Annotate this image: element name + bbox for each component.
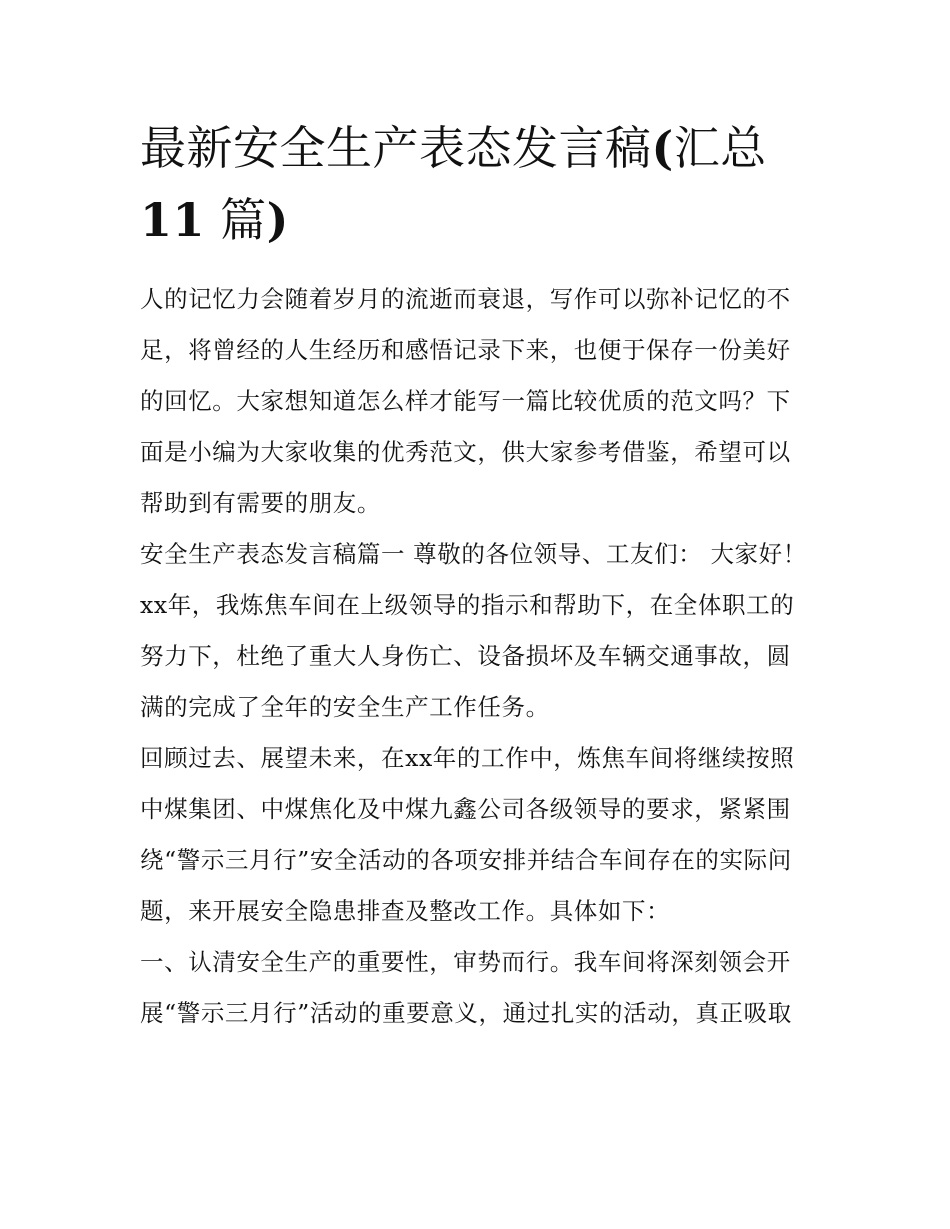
- title-count: 11: [140, 193, 206, 247]
- title-open-paren: (: [651, 121, 674, 175]
- paragraph-outlook: 回顾过去、展望未来，在xx年的工作中，炼焦车间将继续按照中煤集团、中煤焦化及中煤九鑫公司各级领导的要求，紧紧围绕“警示三月行”安全活动的各项安排并结合车间存在的实际问题，来开展安全隐患排查及整改工作。具体如下：: [140, 744, 795, 925]
- document-body: [140, 112, 812, 1039]
- title-unit: 篇: [220, 193, 267, 247]
- paragraph-point-one: 一、认清安全生产的重要性，审势而行。我车间将深刻领会开展“警示三月行”活动的重要意义，通过扎实的活动，真正吸取: [140, 948, 792, 1027]
- paragraph-greeting: 安全生产表态发言稿篇一 尊敬的各位领导、工友们： 大家好！: [140, 540, 807, 568]
- paragraph-intro: 人的记忆力会随着岁月的流逝而衰退，写作可以弥补记忆的不足，将曾经的人生经历和感悟记录下来，也便于保存一份美好的回忆。大家想知道怎么样才能写一篇比较优质的范文吗？下面是小编为大家收集的优秀范文，供大家参考借鉴，希望可以帮助到有需要的朋友。: [140, 285, 791, 517]
- title-close-paren: ): [266, 193, 289, 247]
- title-summary: 汇总: [673, 121, 767, 175]
- document-title: [140, 112, 812, 256]
- paragraph-review: xx年，我炼焦车间在上级领导的指示和帮助下，在全体职工的努力下，杜绝了重大人身伤亡、设备损坏及车辆交通事故，圆满的完成了全年的安全生产工作任务。: [140, 591, 795, 721]
- title-main: 最新安全生产表态发言稿: [140, 121, 652, 175]
